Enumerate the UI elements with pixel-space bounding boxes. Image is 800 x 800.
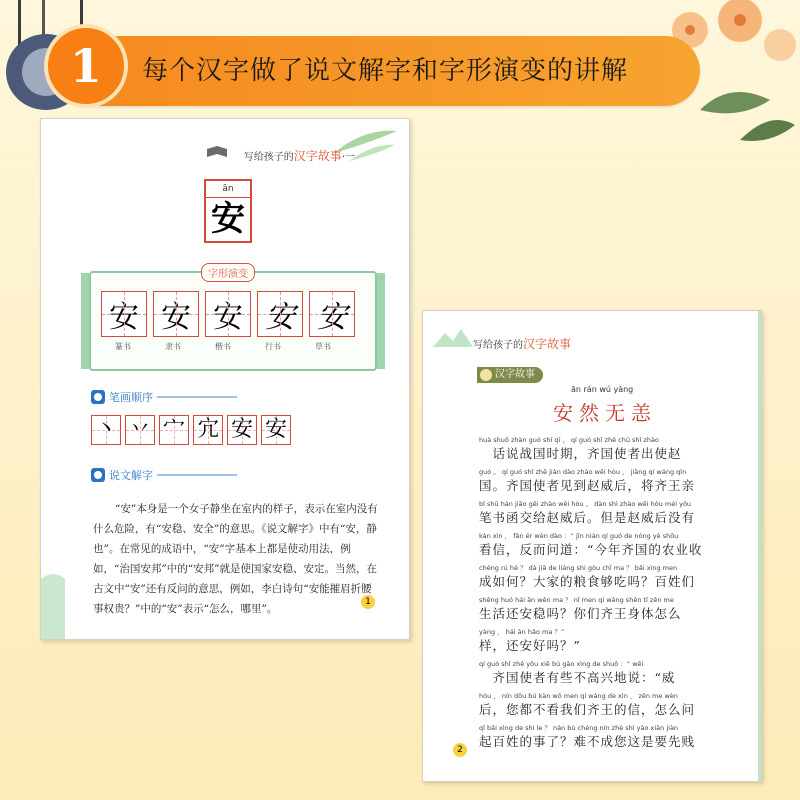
scroll-end-left	[81, 273, 89, 369]
evolution-name: 篆书	[115, 342, 131, 351]
story-section-tag: 汉字故事	[477, 367, 543, 383]
story-line: guó 。 qí guó shǐ zhě jiàn dào zhào wēi hòu ， jiāng qí wáng qīn 国。齐国使者见到赵威后，将齐王亲	[479, 468, 696, 493]
evolution-cell-clerical: 安	[153, 291, 199, 337]
stroke-step: 丶	[91, 415, 121, 445]
pagoda-decoration	[41, 559, 65, 639]
story-line: chéng rú hé ？ dà jiā de liáng shi gòu chī ma ？ bǎi xìng men 成如何？大家的粮食够吃吗？百姓们	[479, 564, 696, 589]
evolution-label: 字形演变	[201, 263, 255, 282]
stroke-step: 安	[227, 415, 257, 445]
stroke-order-row	[91, 415, 291, 445]
book-icon	[205, 145, 229, 159]
evolution-name: 楷书	[215, 342, 231, 351]
story-title-pinyin: ān rán wú yàng	[571, 385, 634, 394]
stroke-step: 安	[261, 415, 291, 445]
evolution-cell-regular: 安	[205, 291, 251, 337]
book-page-right	[422, 310, 762, 782]
section-icon	[91, 468, 105, 482]
story-line: shēng huó hái ān wěn ma ？ nǐ men qí wáng shēn tǐ zěn me 生活还安稳吗？你们齐王身体怎么	[479, 596, 682, 621]
story-line: kàn xìn ， fǎn ér wèn dào ：“ jīn nián qí guó de nóng yè shōu 看信，反而问道：“今年齐国的农业收	[479, 532, 703, 557]
page-header: 写给孩子的汉字故事	[473, 337, 572, 351]
evolution-cell-cursive: 安	[309, 291, 355, 337]
page-number: 1	[361, 595, 375, 609]
book-page-left	[40, 118, 410, 640]
story-line: qí guó shǐ zhě yǒu xiē bù gāo xìng de shuō ：“ wēi 齐国使者有些不高兴地说：“威	[479, 660, 676, 685]
feature-banner-text: 每个汉字做了说文解字和字形演变的讲解	[142, 56, 629, 86]
feature-number-badge: 1	[44, 24, 128, 108]
explanation-text: “安”本身是一个女子静坐在室内的样子，表示在室内没有什么危险，有“安稳、安全”的意思。《说文解字》中有“安，静也”。在常见的成语中，“安”字基本上都是使动用法，例如，“治国安邦”中的“安邦”就是使国家安稳、安定。当然，在古文中“安”还有反问的意思，例如，李白诗句“安能摧眉折腰事权贵？”中的“安”表示“怎么，哪里”。	[93, 503, 378, 615]
story-title: 安然无恙	[553, 401, 657, 425]
stroke-order-heading: 笔画顺序	[91, 389, 237, 405]
stroke-step: 宀	[159, 415, 189, 445]
story-line: bǐ shū hán jiāo gěi zhào wēi hòu 。 dàn shì zhào wēi hòu méi yǒu 笔书函交给赵威后。但是赵威后没有	[479, 500, 696, 525]
evolution-name: 隶书	[165, 342, 181, 351]
story-line: hòu ， nín dōu bú kàn wǒ men qí wáng de xìn ， zěn me wèn 后，您都不看我们齐王的信，怎么问	[479, 692, 696, 717]
main-character: 安	[211, 199, 245, 239]
scroll-end-right	[377, 273, 385, 369]
stroke-step: 宂	[193, 415, 223, 445]
glyph-evolution-scroll	[89, 271, 377, 371]
evolution-name: 草书	[315, 342, 331, 351]
story-text	[479, 435, 723, 755]
section-icon	[91, 390, 105, 404]
evolution-cell-running: 安	[257, 291, 303, 337]
mountain-icon	[433, 327, 473, 347]
page-edge-band	[758, 311, 761, 781]
story-line: qǐ bǎi xìng de shì le ？ nán bù chéng nín zhè shì yào xiān jiàn 起百姓的事了？难不成您这是要先贱	[479, 724, 696, 749]
stroke-step: 丷	[125, 415, 155, 445]
story-line: yàng ， hái ān hǎo ma ？” 样，还安好吗？”	[479, 628, 581, 653]
page-number: 2	[453, 743, 467, 757]
explanation-heading: 说文解字	[91, 467, 237, 483]
evolution-cell-seal: 安	[101, 291, 147, 337]
evolution-name: 行书	[265, 342, 281, 351]
story-line: huà shuō zhàn guó shí qī ， qí guó shǐ zhě chū shǐ zhào 话说战国时期，齐国使者出使赵	[479, 436, 682, 461]
main-character-pinyin: ān	[206, 181, 250, 198]
main-character-box	[204, 179, 252, 243]
page-header: 写给孩子的汉字故事·一	[243, 149, 355, 163]
